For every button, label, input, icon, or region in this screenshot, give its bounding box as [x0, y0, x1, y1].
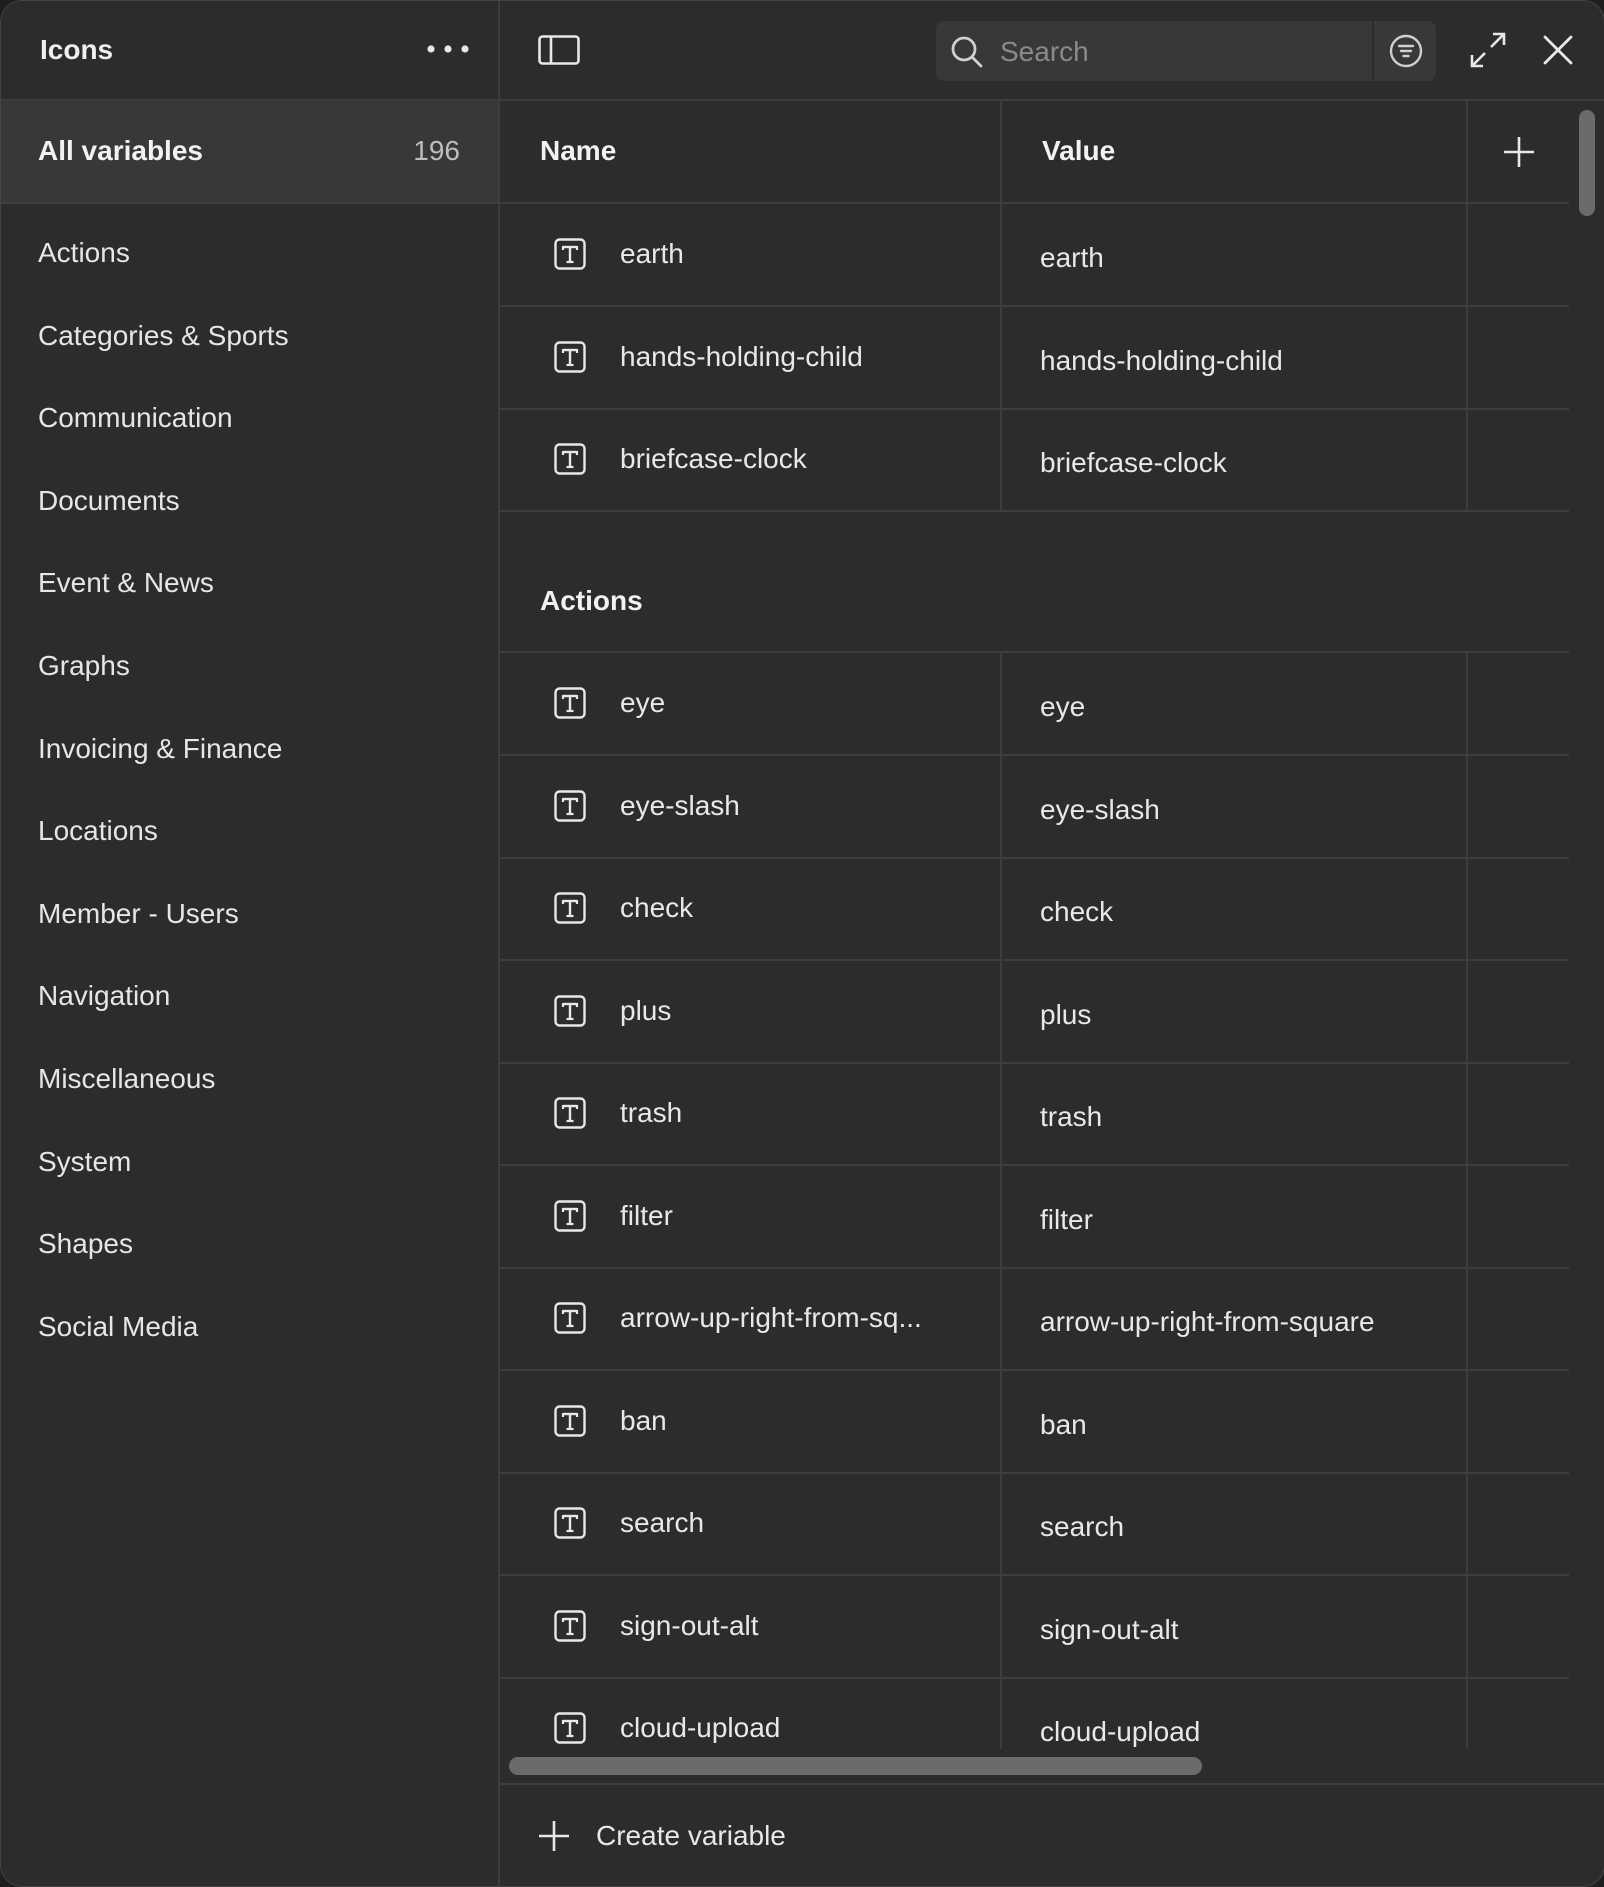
text-type-icon	[554, 1097, 586, 1129]
create-variable-button[interactable]	[538, 1810, 786, 1862]
variable-value: hands-holding-child	[1040, 344, 1283, 376]
variable-name: check	[620, 892, 694, 923]
variable-name: eye-slash	[620, 789, 740, 821]
table-row[interactable]	[500, 1371, 1569, 1474]
text-type-icon	[554, 1712, 586, 1744]
sidebar-item-group[interactable]: Categories & Sports	[38, 319, 289, 351]
expand-icon[interactable]	[1469, 31, 1507, 69]
create-variable-label: Create variable	[596, 1820, 786, 1851]
variable-name: ban	[620, 1404, 667, 1436]
variable-value: check	[1040, 896, 1114, 927]
table-row[interactable]	[500, 1473, 1569, 1576]
search-box	[936, 21, 1436, 81]
variable-name: briefcase-clock	[620, 443, 807, 474]
sidebar-toggle-icon[interactable]	[538, 35, 580, 65]
table-row[interactable]	[500, 307, 1569, 410]
text-type-icon	[554, 892, 586, 924]
column-header-value: Value	[1042, 135, 1116, 166]
variable-value: eye-slash	[1040, 793, 1160, 825]
sidebar-header	[1, 1, 498, 101]
table-row[interactable]	[500, 653, 1569, 756]
variable-name: eye	[620, 687, 666, 718]
sidebar-item-group[interactable]: System	[38, 1145, 132, 1177]
text-type-icon	[554, 790, 586, 822]
main-panel	[500, 1, 1604, 1886]
variables-table	[500, 101, 1569, 1749]
sidebar-item-group[interactable]: Navigation	[38, 980, 171, 1012]
sidebar-item-group[interactable]: Invoicing & Finance	[38, 732, 283, 764]
table-header	[500, 101, 1569, 204]
text-type-icon	[554, 341, 586, 373]
horizontal-scrollbar[interactable]	[509, 1757, 1202, 1775]
all-variables-count: 196	[413, 135, 460, 166]
variable-value: ban	[1040, 1408, 1087, 1440]
table-row[interactable]	[500, 1576, 1569, 1679]
filter-icon	[1389, 34, 1423, 68]
variable-value: filter	[1040, 1203, 1093, 1235]
variable-name: plus	[620, 994, 672, 1026]
column-header-name: Name	[540, 135, 617, 166]
variable-name: trash	[620, 1097, 683, 1128]
variable-name: sign-out-alt	[620, 1609, 759, 1641]
text-type-icon	[554, 1405, 586, 1437]
table-row[interactable]	[500, 756, 1569, 859]
table-row[interactable]	[500, 961, 1569, 1064]
sidebar-item-group[interactable]: Member - Users	[38, 897, 239, 929]
close-icon[interactable]	[1541, 33, 1575, 67]
sidebar-item-group[interactable]: Communication	[38, 402, 233, 434]
text-type-icon	[554, 1610, 586, 1642]
variable-value: eye	[1040, 691, 1086, 722]
variable-value: trash	[1040, 1101, 1103, 1132]
text-type-icon	[554, 687, 586, 719]
sidebar-item-group[interactable]: Graphs	[38, 649, 130, 681]
variable-value: earth	[1040, 242, 1104, 273]
footer	[500, 1786, 1604, 1886]
table-row[interactable]	[500, 1268, 1569, 1371]
all-variables-label: All variables	[38, 135, 203, 166]
variable-value: plus	[1040, 998, 1092, 1030]
text-type-icon	[554, 238, 586, 270]
sidebar-item-group[interactable]: Actions	[38, 237, 130, 268]
variable-name: arrow-up-right-from-sq...	[620, 1302, 922, 1333]
variable-name: filter	[620, 1199, 673, 1231]
text-type-icon	[554, 995, 586, 1027]
table-row[interactable]	[500, 409, 1569, 512]
variable-value: search	[1040, 1511, 1125, 1542]
search-icon	[950, 35, 984, 69]
toolbar	[500, 1, 1604, 101]
search-input[interactable]	[998, 21, 1302, 83]
table-row[interactable]	[500, 1678, 1569, 1749]
variable-name: hands-holding-child	[620, 340, 863, 372]
add-column-icon[interactable]	[1502, 135, 1536, 169]
text-type-icon	[554, 1507, 586, 1539]
sidebar-item-group[interactable]: Documents	[38, 484, 180, 516]
variable-name: search	[620, 1507, 705, 1538]
table-row[interactable]	[500, 204, 1569, 307]
variable-value: briefcase-clock	[1040, 447, 1227, 478]
table-row[interactable]	[500, 1166, 1569, 1269]
more-horizontal-icon[interactable]	[425, 37, 471, 61]
sidebar-item-group[interactable]: Shapes	[38, 1228, 133, 1260]
variable-value: arrow-up-right-from-square	[1040, 1306, 1375, 1337]
variable-value: sign-out-alt	[1040, 1613, 1179, 1645]
table-row[interactable]	[500, 858, 1569, 961]
sidebar-item-group[interactable]: Locations	[38, 815, 158, 847]
group-section-header	[500, 509, 1569, 653]
text-type-icon	[554, 1302, 586, 1334]
sidebar	[1, 1, 500, 1886]
sidebar-item-group[interactable]: Miscellaneous	[38, 1062, 216, 1094]
sidebar-item-all-variables[interactable]	[1, 101, 498, 204]
group-section-title: Actions	[540, 585, 643, 616]
group-list	[1, 212, 498, 1368]
collection-title: Icons	[40, 34, 114, 65]
text-type-icon	[554, 1200, 586, 1232]
variable-name: earth	[620, 238, 684, 269]
plus-icon	[538, 1820, 570, 1852]
vertical-scrollbar[interactable]	[1579, 110, 1595, 216]
text-type-icon	[554, 443, 586, 475]
sidebar-item-group[interactable]: Social Media	[38, 1310, 199, 1342]
filter-button[interactable]	[1372, 21, 1438, 81]
sidebar-item-group[interactable]: Event & News	[38, 567, 214, 599]
footer-divider	[500, 1783, 1604, 1785]
variable-name: cloud-upload	[620, 1712, 781, 1743]
variable-value: cloud-upload	[1040, 1716, 1201, 1747]
table-row[interactable]	[500, 1063, 1569, 1166]
